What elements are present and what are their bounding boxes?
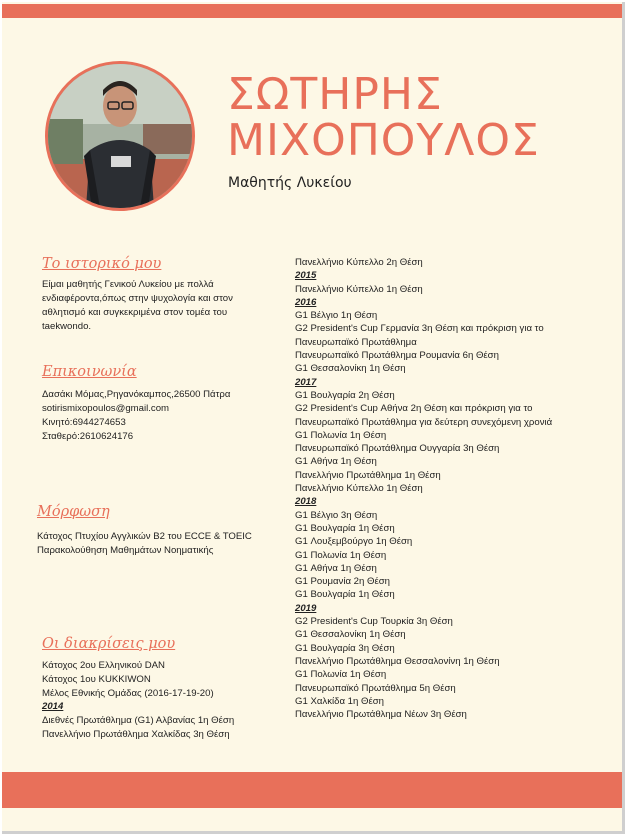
timeline-year: 2015 — [295, 270, 317, 282]
contact-phone: Σταθερό:2610624176 — [42, 431, 134, 442]
timeline-item: Πανελλήνιο Κύπελλο 1η Θέση — [295, 483, 423, 495]
achievement-year: 2014 — [42, 701, 64, 713]
timeline-item: Πανελλήνιο Πρωτάθλημα 1η Θέση — [295, 469, 441, 481]
achievement-item: Κάτοχος 1ου KUKKIWON — [42, 673, 151, 685]
timeline-item: G1 Θεσσαλονίκη 1η Θέση — [295, 629, 406, 641]
timeline-item: Πανευρωπαϊκό Πρωτάθλημα για δεύτερη συνεχόμενη χρονιά — [295, 416, 553, 428]
contact-mobile: Κινητό:6944274653 — [42, 417, 126, 428]
timeline-item: G1 Πολωνία 1η Θέση — [295, 549, 387, 561]
education-line: Παρακολούθηση Μαθημάτων Νοηματικής — [37, 545, 214, 556]
achievements-section-body — [42, 659, 234, 742]
about-section-title: Το ιστορικό μου — [42, 256, 162, 272]
achievements-timeline — [295, 256, 552, 721]
education-line: Κάτοχος Πτυχίου Αγγλικών B2 του ECCE & TOEIC — [37, 531, 252, 542]
timeline-item: G2 President's Cup Αθήνα 2η Θέση και πρόκριση για το — [295, 403, 533, 415]
profile-photo — [45, 61, 195, 211]
timeline-year: 2016 — [295, 296, 317, 308]
achievement-item: Κάτοχος 2ου Ελληνικού DAN — [42, 660, 165, 671]
timeline-item: G1 Πολωνία 1η Θέση — [295, 669, 387, 681]
about-line: Είμαι μαθητής Γενικού Λυκείου με πολλά — [42, 279, 214, 290]
first-name: ΣΩΤΗΡΗΣ — [227, 69, 443, 120]
resume-page — [2, 2, 625, 834]
timeline-item: G1 Ρουμανία 2η Θέση — [295, 576, 390, 588]
contact-section-body — [42, 388, 230, 444]
timeline-item: G1 Χαλκίδα 1η Θέση — [295, 695, 385, 707]
timeline-item: G1 Πολωνία 1η Θέση — [295, 429, 387, 441]
timeline-year: 2019 — [295, 602, 317, 614]
about-section-body — [42, 278, 233, 334]
bottom-accent-bar — [2, 772, 622, 808]
timeline-item: G1 Βουλγαρία 3η Θέση — [295, 642, 395, 654]
timeline-item: G1 Αθήνα 1η Θέση — [295, 562, 377, 574]
about-line: αθλητισμό και συγκεκριμένα στον τομέα του — [42, 307, 228, 318]
timeline-item: G1 Λουξεμβούργο 1η Θέση — [295, 536, 413, 548]
profile-photo-illustration — [48, 64, 192, 208]
timeline-item: Πανελλήνιο Κύπελλο 1η Θέση — [295, 283, 423, 295]
contact-address: Δασάκι Μόμας,Ρηγανόκαμπος,26500 Πάτρα — [42, 389, 231, 400]
job-subtitle: Μαθητής Λυκείου — [228, 175, 352, 191]
timeline-item: Πανευρωπαϊκό Πρωτάθλημα 5η Θέση — [295, 682, 456, 694]
achievement-item: Διεθνές Πρωτάθλημα (G1) Αλβανίας 1η Θέση — [42, 715, 235, 727]
timeline-year: 2017 — [295, 376, 317, 388]
timeline-item: G1 Θεσσαλονίκη 1η Θέση — [295, 363, 406, 375]
timeline-item: G1 Βουλγαρία 2η Θέση — [295, 389, 395, 401]
timeline-item: Πανελλήνιο Κύπελλο 2η Θέση — [295, 257, 423, 268]
about-line: ενδιαφέροντα,όπως στην ψυχολογία και στον — [42, 293, 233, 304]
timeline-item: G1 Βέλγιο 3η Θέση — [295, 509, 378, 521]
contact-email: sotirismixopoulos@gmail.com — [42, 403, 170, 414]
timeline-item: G2 President's Cup Γερμανία 3η Θέση και πρόκριση για το — [295, 323, 544, 335]
timeline-item: G1 Αθήνα 1η Θέση — [295, 456, 377, 468]
contact-section-title: Επικοινωνία — [42, 364, 137, 380]
last-name: ΜΙΧΟΠΟΥΛΟΣ — [227, 115, 540, 166]
timeline-year: 2018 — [295, 496, 317, 508]
achievement-item: Πανελλήνιο Πρωτάθλημα Χαλκίδας 3η Θέση — [42, 728, 230, 740]
about-line: taekwondo. — [42, 321, 92, 332]
timeline-item: Πανελλήνιο Πρωτάθλημα Θεσσαλονίνη 1η Θέση — [295, 655, 500, 667]
full-name-heading — [227, 69, 617, 166]
timeline-item: Πανευρωπαϊκό Πρωτάθλημα — [295, 336, 417, 348]
education-section-body — [37, 530, 252, 558]
timeline-item: Πανελλήνιο Πρωτάθλημα Νέων 3η Θέση — [295, 709, 467, 721]
timeline-item: G1 Βέλγιο 1η Θέση — [295, 310, 378, 322]
timeline-item: G1 Βουλγαρία 1η Θέση — [295, 522, 395, 534]
timeline-item: G2 President's Cup Τουρκία 3η Θέση — [295, 616, 453, 628]
timeline-item: G1 Βουλγαρία 1η Θέση — [295, 589, 395, 601]
timeline-item: Πανευρωπαϊκό Πρωτάθλημα Ρουμανία 6η Θέση — [295, 350, 499, 362]
top-accent-bar — [2, 4, 622, 18]
achievement-item: Μέλος Εθνικής Ομάδας (2016-17-19-20) — [42, 687, 214, 699]
timeline-item: Πανευρωπαϊκό Πρωτάθλημα Ουγγαρία 3η Θέση — [295, 443, 500, 455]
achievements-section-title: Οι διακρίσεις μου — [42, 636, 176, 652]
education-section-title: Μόρφωση — [37, 504, 110, 520]
